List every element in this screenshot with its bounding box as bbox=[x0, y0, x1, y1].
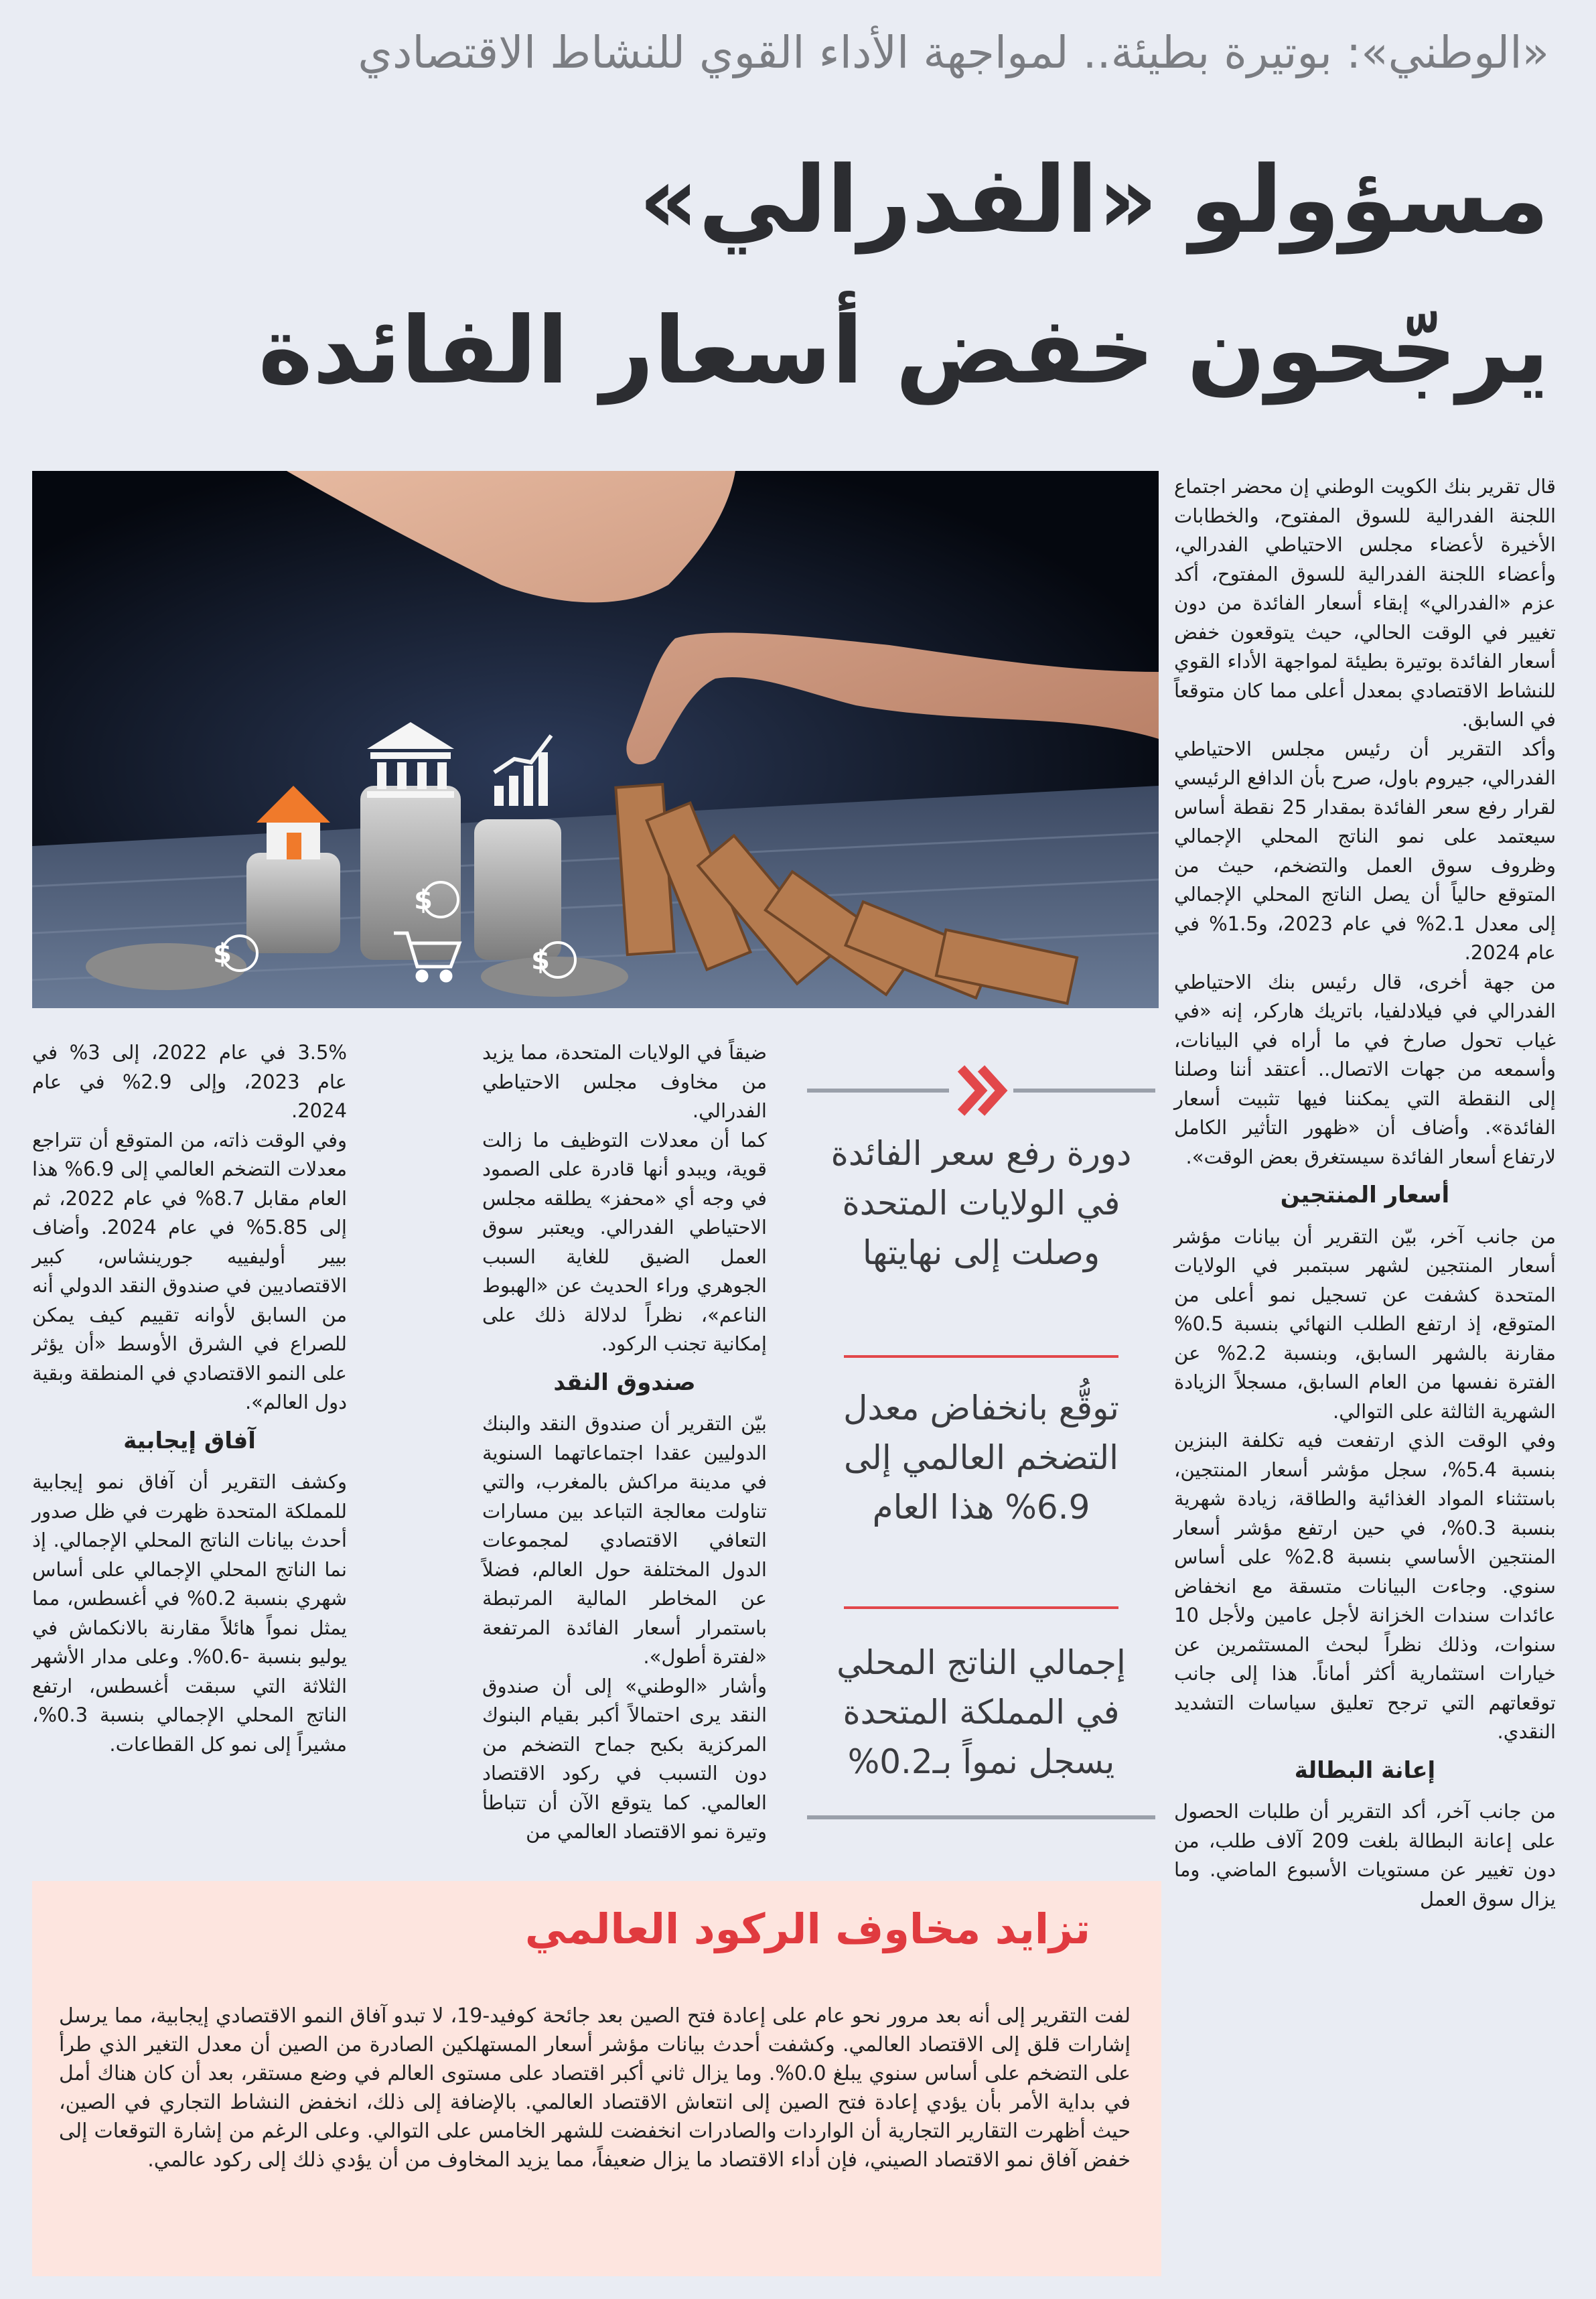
paragraph: كما أن معدلات التوظيف ما زالت قوية، ويبدو أنها قادرة على الصمود في وجه أي «محفز» يطلقه مجلس الاحتياطي الفدرالي. ويعتبر سوق العمل الضيق للغاية السبب الجوهري وراء الحديث عن «الهبوط الناعم»، نظراً لدلالة ذلك على إمكانية تجنب الركود. bbox=[482, 1128, 767, 1355]
paragraph: وأكد التقرير أن رئيس مجلس الاحتياطي الفدرالي، جيروم باول، صرح بأن الدافع الرئيسي لقرار رفع سعر الفائدة بمقدار 25 نقطة أساس سيعتمد على نمو الناتج المحلي الإجمالي وظروف سوق العمل والتضخم، حيث من المتوقع حالياً أن يصل الناتج المحلي الإجمالي إلى معدل 2.1% في عام 2023، و1.5% في عام 2024. bbox=[1174, 737, 1556, 964]
dollar-icon-1: $ bbox=[213, 938, 232, 969]
red-divider bbox=[844, 1606, 1118, 1609]
paragraph: من جهة أخرى، قال رئيس بنك الاحتياطي الفدرالي في فيلادلفيا، باتريك هاركر، إنه «في غياب تحول صارخ في ما أراه في البيانات، وأسمعه من جهات الاتصال.. أعتقد أننا وصلنا إلى النقطة التي يمكننا فيها تثبيت أسعار الفائدة». وأضاف أن «ظهور التأثير الكامل لارتفاع أسعار الفائدة سيستغرق بعض الوقت». bbox=[1174, 970, 1556, 1168]
pull-quote-1: دورة رفع سعر الفائدة في الولايات المتحدة وصلت إلى نهايتها bbox=[830, 1134, 1132, 1272]
article-column-3 bbox=[482, 1038, 767, 1847]
article-column-4 bbox=[32, 1038, 347, 1759]
headline-line-2: يرجّحون خفض أسعار الفائدة bbox=[258, 297, 1549, 405]
pull-quotes bbox=[807, 1048, 1155, 1825]
double-chevron-icon bbox=[949, 1062, 1013, 1119]
section-heading-imf: صندوق النقد bbox=[553, 1369, 696, 1396]
article-photo bbox=[32, 471, 1159, 1008]
kicker-subheadline: «الوطني»: بوتيرة بطيئة.. لمواجهة الأداء القوي للنشاط الاقتصادي bbox=[358, 27, 1549, 78]
dollar-icon-3: $ bbox=[531, 945, 550, 976]
article-column-1 bbox=[1174, 472, 1556, 2274]
paragraph: وكشف التقرير أن آفاق نمو إيجابية للمملكة المتحدة ظهرت في ظل صدور أحدث بيانات الناتج المحلي الإجمالي. إذ نما الناتج المحلي الإجمالي على أساس شهري بنسبة 0.2% في أغسطس، مما يمثل نمواً هائلاً مقارنة بالانكماش في يوليو بنسبة -0.6%. وعلى مدار الأشهر الثلاثة التي سبقت أغسطس، ارتفع الناتج المحلي الإجمالي بنسبة 0.3%، مشيراً إلى نمو كل القطاعات. bbox=[32, 1470, 348, 1756]
paragraph: وأشار «الوطني» إلى أن صندوق النقد يرى احتمالاً أكبر بقيام البنوك المركزية بكبح جماح التضخم من دون التسبب في ركود الاقتصاد العالمي. كما يتوقع الآن أن تتباطأ وتيرة نمو الاقتصاد العالمي من bbox=[482, 1674, 767, 1843]
red-divider bbox=[844, 1355, 1118, 1358]
sidebar-box-recession bbox=[32, 1881, 1161, 2276]
paragraph: وفي الوقت الذي ارتفعت فيه تكلفة البنزين بنسبة 5.4%، سجل مؤشر أسعار المنتجين، باستثناء المواد الغذائية والطاقة، زيادة شهرية بنسبة 0.3%، في حين ارتفع مؤشر أسعار المنتجين الأساسي بنسبة 2.8% على أساس سنوي. وجاءت البيانات متسقة مع انخفاض عائدات سندات الخزانة لأجل عامين ولأجل 10 سنوات، وذلك نظراً لبحث المستثمرين عن خيارات استثمارية أكثر أماناً. هذا إلى جانب توقعاتهم التي ترجح تعليق سياسات التشديد النقدي. bbox=[1174, 1429, 1556, 1743]
dollar-icon-2: $ bbox=[414, 885, 433, 916]
paragraph: من جانب آخر، أكد التقرير أن طلبات الحصول على إعانة البطالة بلغت 209 آلاف طلب، من دون تغيير عن مستويات الأسبوع الماضي. وما يزال سوق العمل bbox=[1174, 1800, 1556, 1910]
pull-quote-2: توقُّع بانخفاض معدل التضخم العالمي إلى 6.9% هذا العام bbox=[843, 1389, 1119, 1527]
section-heading-positive-outlook: آفاق إيجابية bbox=[123, 1427, 256, 1454]
photo-illustration bbox=[32, 471, 1159, 1008]
divider bbox=[807, 1815, 1155, 1819]
box-title: تزايد مخاوف الركود العالمي bbox=[524, 1904, 1090, 1953]
section-heading-producer-prices: أسعار المنتجين bbox=[1280, 1182, 1450, 1208]
paragraph: ضيقاً في الولايات المتحدة، مما يزيد من مخاوف مجلس الاحتياطي الفدرالي. bbox=[482, 1041, 767, 1122]
paragraph: قال تقرير بنك الكويت الوطني إن محضر اجتماع اللجنة الفدرالية للسوق المفتوح، والخطابات الأخيرة لأعضاء مجلس الاحتياطي الفدرالي، وأعضاء اللجنة الفدرالية للسوق المفتوح، أكد عزم «الفدرالي» إبقاء أسعار الفائدة من دون تغيير في الوقت الحالي، حيث يتوقعون خفض أسعار الفائدة بوتيرة بطيئة لمواجهة الأداء القوي للنشاط الاقتصادي بمعدل أعلى مما كان متوقعاً في السابق. bbox=[1174, 475, 1556, 731]
headline-line-1: مسؤولو «الفدرالي» bbox=[638, 146, 1549, 254]
paragraph: بيّن التقرير أن صندوق النقد والبنك الدوليين عقدا اجتماعاتهما السنوية في مدينة مراكش بالمغرب، والتي تناولت معالجة التباعد بين مسارات التعافي الاقتصادي لمجموعات الدول المختلفة حول العالم، فضلاً عن المخاطر المالية المرتبطة باستمرار أسعار الفائدة المرتفعة «لفترة أطول». bbox=[482, 1412, 767, 1668]
box-body: لفت التقرير إلى أنه بعد مرور نحو عام على إعادة فتح الصين بعد جائحة كوفيد-19، لا تبدو آفاق النمو الاقتصادي إيجابية، مما يرسل إشارات قلق إلى الاقتصاد العالمي. وكشفت أحدث بيانات مؤشر أسعار المستهلكين الصادرة من الصين أن معدل التغير الذي طرأ على التضخم على أساس سنوي يبلغ 0.0%. وما يزال ثاني أكبر اقتصاد على مستوى العالم في وضع مستقر، بعد أن كان هناك أمل في بداية الأمر بأن يؤدي إعادة فتح الصين إلى انتعاش الاقتصاد العالمي. بالإضافة إلى ذلك، انخفض النشاط التجاري في الصين، حيث أظهرت التقارير التجارية أن الواردات والصادرات انخفضت للشهر الخامس على التوالي. وعلى الرغم من إشارة التوقعات إلى خفض آفاق نمو الاقتصاد الصيني، فإن أداء الاقتصاد ما يزال ضعيفاً، مما يزيد المخاوف من أن يؤدي ذلك إلى ركود عالمي. bbox=[59, 2004, 1131, 2172]
section-heading-unemployment: إعانة البطالة bbox=[1294, 1756, 1436, 1784]
paragraph: من جانب آخر، بيّن التقرير أن بيانات مؤشر أسعار المنتجين لشهر سبتمبر في الولايات المتحدة كشفت عن تسجيل نمو أعلى من المتوقع، إذ ارتفع الطلب النهائي بنسبة 0.5% مقارنة بالشهر السابق، وبنسبة 2.2% عن الفترة نفسها من العام السابق، مسجلاً الزيادة الشهرية الثالثة على التوالي. bbox=[1174, 1225, 1556, 1423]
paragraph: 3.5% في عام 2022، إلى 3% في عام 2023، وإلى 2.9% في عام 2024. bbox=[32, 1041, 347, 1122]
pull-quote-3: إجمالي الناتج المحلي في المملكة المتحدة يسجل نمواً بـ0.2% bbox=[837, 1643, 1126, 1781]
paragraph: وفي الوقت ذاته، من المتوقع أن تتراجع معدلات التضخم العالمي إلى 6.9% هذا العام مقابل 8.7% في عام 2022، ثم إلى 5.85% في عام 2024. وأضاف بيير أوليفييه جورينشاس، كبير الاقتصاديين في صندوق النقد الدولي أنه من السابق لأوانه تقييم كيف يمكن للصراع في الشرق الأوسط «أن يؤثر على النمو الاقتصادي في المنطقة وبقية دول العالم». bbox=[32, 1128, 348, 1413]
